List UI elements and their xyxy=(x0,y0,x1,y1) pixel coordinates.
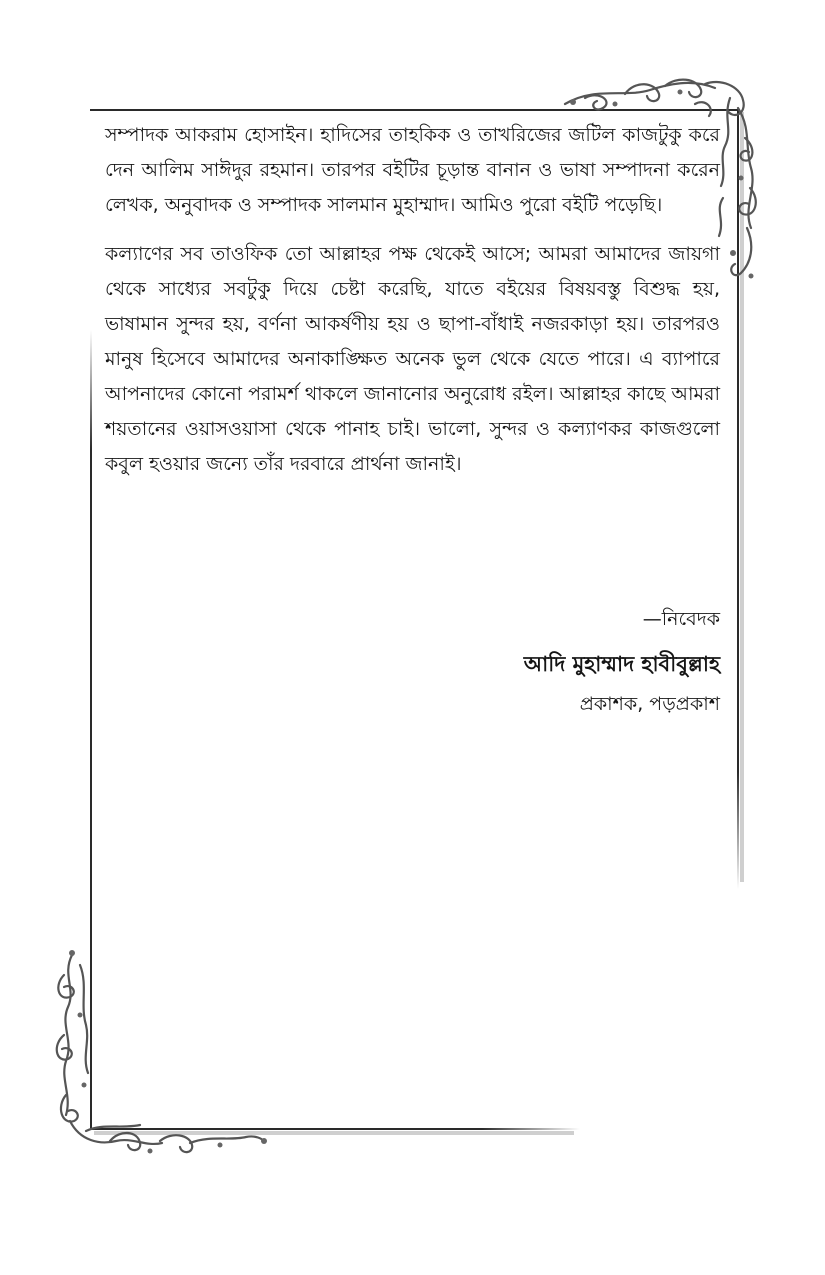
paragraph-2: কল্যাণের সব তাওফিক তো আল্লাহর পক্ষ থেকেই আসে; আমরা আমাদের জায়গা থেকে সাধ্যের সবটুকু দিয়ে চেষ্টা করেছি, যাতে বইয়ের বিষয়বস্তু বিশুদ্ধ হয়, ভাষামান সুন্দর হয়, বর্ণনা আকর্ষণীয় হয় ও ছাপা-বাঁধাই নজরকাড়া হয়। তারপরও মানুষ হিসেবে আমাদের অনাকাঙ্ক্ষিত অনেক ভুল থেকে যেতে পারে। এ ব্যাপারে আপনাদের কোনো পরামর্শ থাকলে জানানোর অনুরোধ রইল। আল্লাহর কাছে আমরা শয়তানের ওয়াসওয়াসা থেকে পানাহ চাই। ভালো, সুন্দর ও কল্যাণকর কাজগুলো কবুল হওয়ার জন্যে তাঁর দরবারে প্রার্থনা জানাই। xyxy=(105,243,720,475)
signature-note: —নিবেদক xyxy=(642,608,720,630)
signature-name: আদি মুহাম্মাদ হাবীবুল্লাহ xyxy=(523,652,720,676)
paragraph-1: সম্পাদক আকরাম হোসাইন। হাদিসের তাহকিক ও তাখরিজের জটিল কাজটুকু করে দেন আলিম সাঈদুর রহমান। তারপর বইটির চূড়ান্ত বানান ও ভাষা সম্পাদনা করেন লেখক, অনুবাদক ও সম্পাদক সালমান মুহাম্মাদ। আমিও পুরো বইটি পড়েছি। xyxy=(105,124,720,216)
corner-flourish-icon xyxy=(50,945,270,1160)
foreword-body xyxy=(105,118,720,496)
signature-role: প্রকাশক, পড়প্রকাশ xyxy=(579,693,720,715)
